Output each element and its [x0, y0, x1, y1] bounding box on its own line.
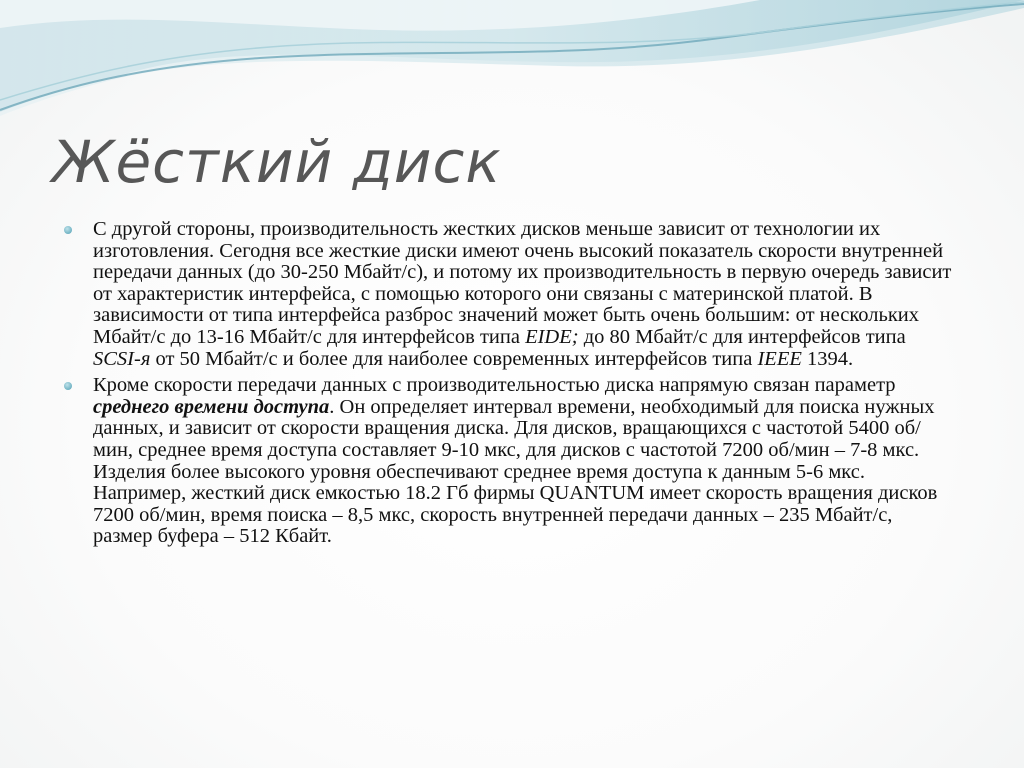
- header-wave-decoration: [0, 0, 1024, 130]
- bullet-1-text-c: от 50 Мбайт/с и более для наиболее современных интерфейсов типа: [150, 347, 758, 370]
- bullet-paragraph-1: [64, 219, 954, 370]
- bullet-dot-icon: [64, 226, 72, 234]
- bullet-1-text-b: до 80 Мбайт/с для интерфейсов типа: [578, 325, 906, 348]
- bullet-1-text-d: 1394.: [801, 347, 854, 370]
- bullet-1-text-a: С другой стороны, производительность жестких дисков меньше зависит от технологии их изготовления. Сегодня все жесткие диски имеют очень высокий показатель скорости внутренней передачи данных (до 30-250 Мбайт/с), и потому их производительность в первую очередь зависит от характеристик интерфейса, с помощью которого они связаны с материнской платой. В зависимости от типа интерфейса разброс значений может быть очень большим: от нескольких Мбайт/с до 13-16 Мбайт/с для интерфейсов типа: [93, 218, 952, 348]
- slide-body: [64, 219, 954, 553]
- slide-title: Жёсткий диск: [52, 128, 502, 196]
- bullet-2-term: среднего времени доступа: [93, 395, 330, 418]
- bullet-1-scsi: SCSI-я: [93, 347, 151, 370]
- bullet-2-text-b: . Он определяет интервал времени, необходимый для поиска нужных данных, и зависит от скорости вращения диска. Для дисков, вращающихся с частотой 5400 об/мин, среднее время доступа составляет 9-10 мкс, для дисков с частотой 7200 об/мин – 7-8 мкс. Изделия более высокого уровня обеспечивают среднее время доступа к данным 5-6 мкс. Например, жесткий диск емкостью 18.2 Гб фирмы QUANTUM имеет скорость вращения дисков 7200 об/мин, время поиска – 8,5 мкс, скорость внутренней передачи данных – 235 Мбайт/с, размер буфера – 512 Кбайт.: [93, 395, 938, 548]
- bullet-dot-icon: [64, 382, 72, 390]
- bullet-1-eide: EIDE;: [525, 325, 579, 348]
- bullet-2-text-a: Кроме скорости передачи данных с производительностью диска напрямую связан параметр: [93, 374, 896, 397]
- bullet-paragraph-2: [64, 375, 954, 548]
- bullet-1-ieee: IEEE: [757, 347, 802, 370]
